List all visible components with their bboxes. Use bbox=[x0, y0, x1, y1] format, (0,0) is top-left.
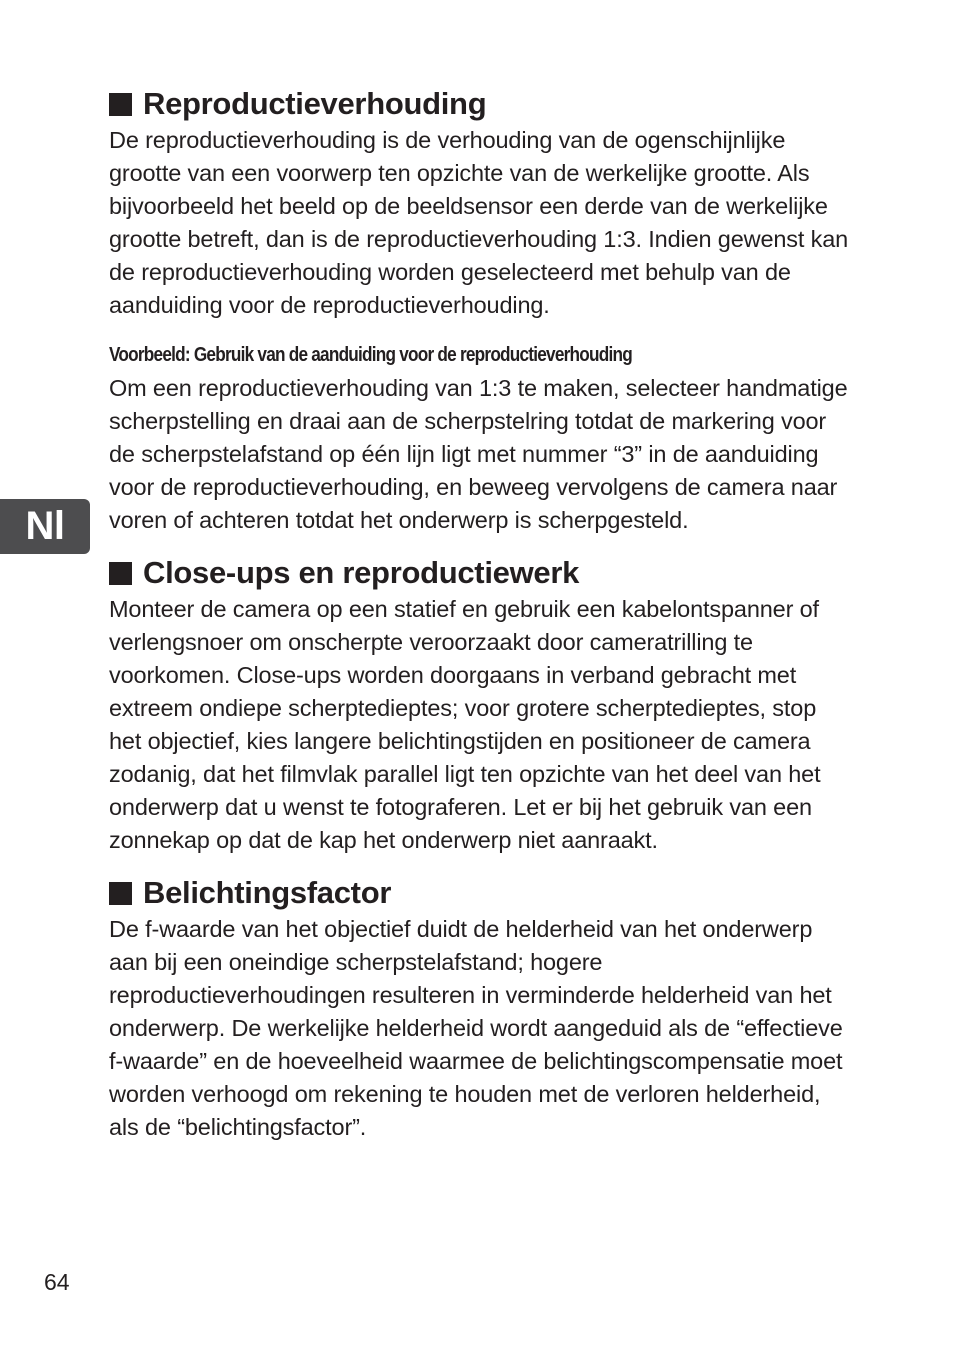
page-number: 64 bbox=[44, 1269, 70, 1295]
section-belichtingsfactor bbox=[109, 873, 849, 1144]
square-bullet-icon bbox=[109, 882, 132, 905]
page-content bbox=[109, 84, 849, 1144]
language-tab: Nl bbox=[0, 499, 90, 554]
square-bullet-icon bbox=[109, 562, 132, 585]
section-heading bbox=[109, 553, 849, 593]
example-heading: Voorbeeld: Gebruik van de aanduiding voor de reproductieverhouding bbox=[109, 344, 632, 366]
section-heading-text: Reproductieverhouding bbox=[143, 86, 487, 121]
section-reproductieverhouding bbox=[109, 84, 849, 537]
example-paragraph: Om een reproductieverhouding van 1:3 te maken, selecteer handmatige scherpstelling en draai aan de scherpstelring totdat de markering voor de scherpstelafstand op één lijn ligt met nummer “3” in de aanduiding voor de reproductieverhouding, en beweeg vervolgens de camera naar voren of achteren totdat het onderwerp is scherpgesteld. bbox=[109, 375, 848, 533]
section-heading bbox=[109, 84, 849, 124]
section-heading bbox=[109, 873, 849, 913]
section-paragraph: Monteer de camera op een statief en gebruik een kabelontspanner of verlengsnoer om onscherpte veroorzaakt door cameratrilling te voorkomen. Close-ups worden doorgaans in verband gebracht met extreem ondiepe scherptedieptes; voor grotere scherptedieptes, stop het objectief, kies langere belichtingstijden en positioneer de camera zodanig, dat het filmvlak parallel ligt ten opzichte van het deel van het onderwerp dat u wenst te fotograferen. Let er bij het gebruik van een zonnekap op dat de kap het onderwerp niet aanraakt. bbox=[109, 596, 821, 853]
section-close-ups bbox=[109, 553, 849, 857]
section-heading-text: Close-ups en reproductiewerk bbox=[143, 555, 580, 590]
section-heading-text: Belichtingsfactor bbox=[143, 875, 392, 910]
square-bullet-icon bbox=[109, 93, 132, 116]
section-paragraph: De f-waarde van het objectief duidt de helderheid van het onderwerp aan bij een oneindige scherpstelafstand; hogere reproductieverhoudingen resulteren in verminderde helderheid van het onderwerp. De werkelijke helderheid wordt aangeduid als de “effectieve f-waarde” en de hoeveelheid waarmee de belichtingscompensatie moet worden verhoogd om rekening te houden met de verloren helderheid, als de “belichtingsfactor”. bbox=[109, 916, 843, 1140]
section-paragraph: De reproductieverhouding is de verhouding van de ogenschijnlijke grootte van een voorwerp ten opzichte van de werkelijke grootte. Als bijvoorbeeld het beeld op de beeldsensor een derde van de werkelijke grootte betreft, dan is de reproductieverhouding 1:3. Indien gewenst kan de reproductieverhouding worden geselecteerd met behulp van de aanduiding voor de reproductieverhouding. bbox=[109, 127, 849, 318]
